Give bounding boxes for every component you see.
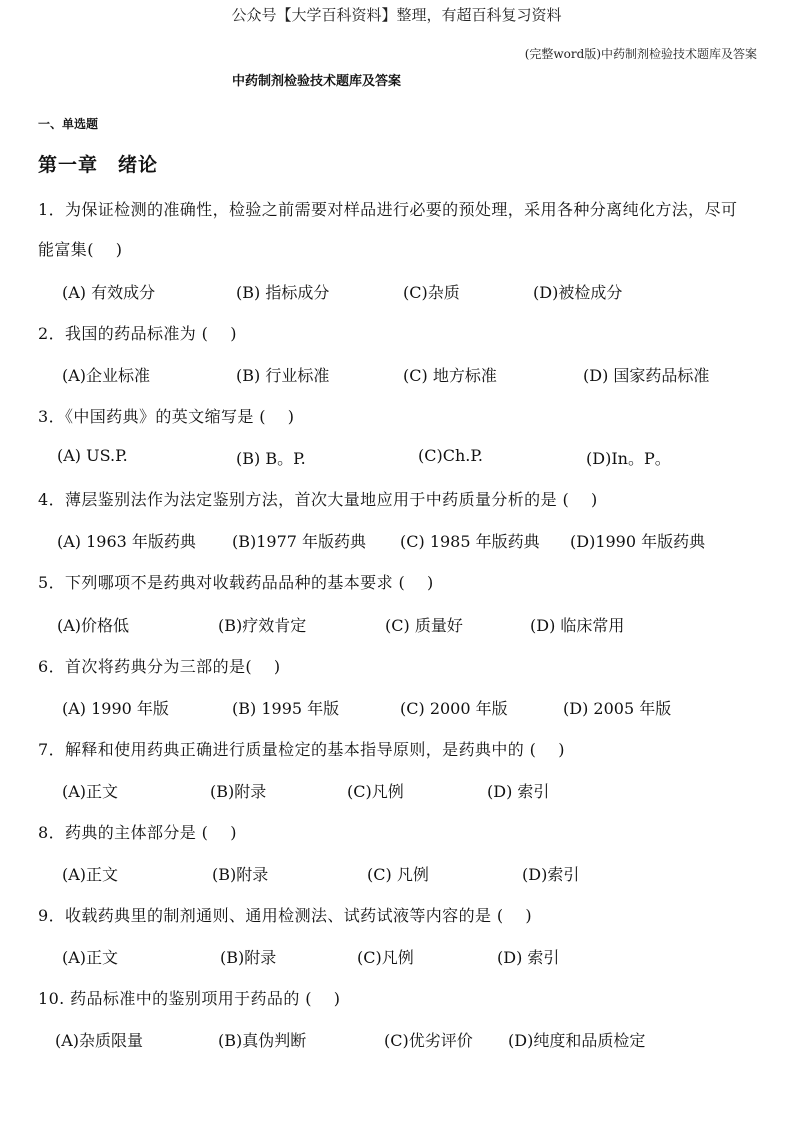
option-b: (B) 行业标准	[236, 366, 330, 385]
option-d: (D) 临床常用	[530, 616, 625, 635]
question-stem: 6．首次将药典分为三部的是( )	[38, 657, 281, 676]
option-c: (C)凡例	[357, 948, 414, 967]
question-stem: 9．收载药典里的制剂通则、通用检测法、试药试液等内容的是 ( )	[38, 906, 533, 925]
option-b: (B) 1995 年版	[232, 699, 340, 718]
option-d: (D) 索引	[497, 948, 560, 967]
section-heading: 一、单选题	[38, 117, 99, 131]
option-a: (A)杂质限量	[55, 1031, 144, 1050]
option-c: (C)凡例	[347, 782, 404, 801]
option-b: (B) 指标成分	[236, 283, 330, 302]
option-d: (D)索引	[522, 865, 580, 884]
option-c: (C) 凡例	[367, 865, 429, 884]
option-a: (A) 有效成分	[62, 283, 156, 302]
option-c: (C) 1985 年版药典	[400, 532, 540, 551]
option-c: (C) 质量好	[385, 616, 463, 635]
option-d: (D)1990 年版药典	[570, 532, 706, 551]
option-d: (D)纯度和品质检定	[508, 1031, 646, 1050]
option-a: (A) US.P.	[57, 446, 128, 465]
option-c: (C) 2000 年版	[400, 699, 508, 718]
question-stem: 3．《中国药典》的英文缩写是 ( )	[38, 407, 295, 426]
option-c: (C) 地方标准	[403, 366, 497, 385]
option-d: (D) 2005 年版	[563, 699, 672, 718]
option-a: (A) 1963 年版药典	[57, 532, 196, 551]
option-b: (B)附录	[210, 782, 267, 801]
option-a: (A)价格低	[57, 616, 130, 635]
option-c: (C)杂质	[403, 283, 460, 302]
option-c: (C)优劣评价	[384, 1031, 473, 1050]
option-b: (B) B。P.	[236, 449, 306, 468]
question-stem: 10. 药品标准中的鉴别项用于药品的 ( )	[38, 989, 341, 1008]
option-a: (A)正文	[62, 948, 119, 967]
option-d: (D)In。P。	[586, 449, 671, 468]
question-stem: 2．我国的药品标准为 ( )	[38, 324, 237, 343]
option-b: (B)附录	[212, 865, 269, 884]
chapter-heading: 第一章 绪论	[38, 154, 159, 176]
question-stem: 1．为保证检测的准确性，检验之前需要对样品进行必要的预处理，采用各种分离纯化方法，尽可	[38, 200, 738, 219]
option-d: (D) 国家药品标准	[583, 366, 710, 385]
option-a: (A)企业标准	[62, 366, 151, 385]
running-header: (完整word版)中药制剂检验技术题库及答案	[524, 47, 757, 61]
watermark-text: 公众号【大学百科资料】整理，有超百科复习资料	[231, 6, 562, 24]
question-stem: 7．解释和使用药典正确进行质量检定的基本指导原则，是药典中的 ( )	[38, 740, 565, 759]
option-a: (A) 1990 年版	[62, 699, 169, 718]
option-d: (D) 索引	[487, 782, 550, 801]
option-a: (A)正文	[62, 782, 119, 801]
option-d: (D)被检成分	[533, 283, 623, 302]
question-stem-continued: 能富集( )	[38, 240, 123, 259]
option-b: (B)疗效肯定	[218, 616, 307, 635]
document-title: 中药制剂检验技术题库及答案	[232, 74, 402, 89]
option-b: (B)1977 年版药典	[232, 532, 367, 551]
option-b: (B)真伪判断	[218, 1031, 307, 1050]
option-a: (A)正文	[62, 865, 119, 884]
question-stem: 4．薄层鉴别法作为法定鉴别方法，首次大量地应用于中药质量分析的是 ( )	[38, 490, 598, 509]
option-c: (C)Ch.P.	[418, 446, 483, 465]
question-stem: 8．药典的主体部分是 ( )	[38, 823, 237, 842]
option-b: (B)附录	[220, 948, 277, 967]
question-stem: 5．下列哪项不是药典对收载药品品种的基本要求 ( )	[38, 573, 434, 592]
